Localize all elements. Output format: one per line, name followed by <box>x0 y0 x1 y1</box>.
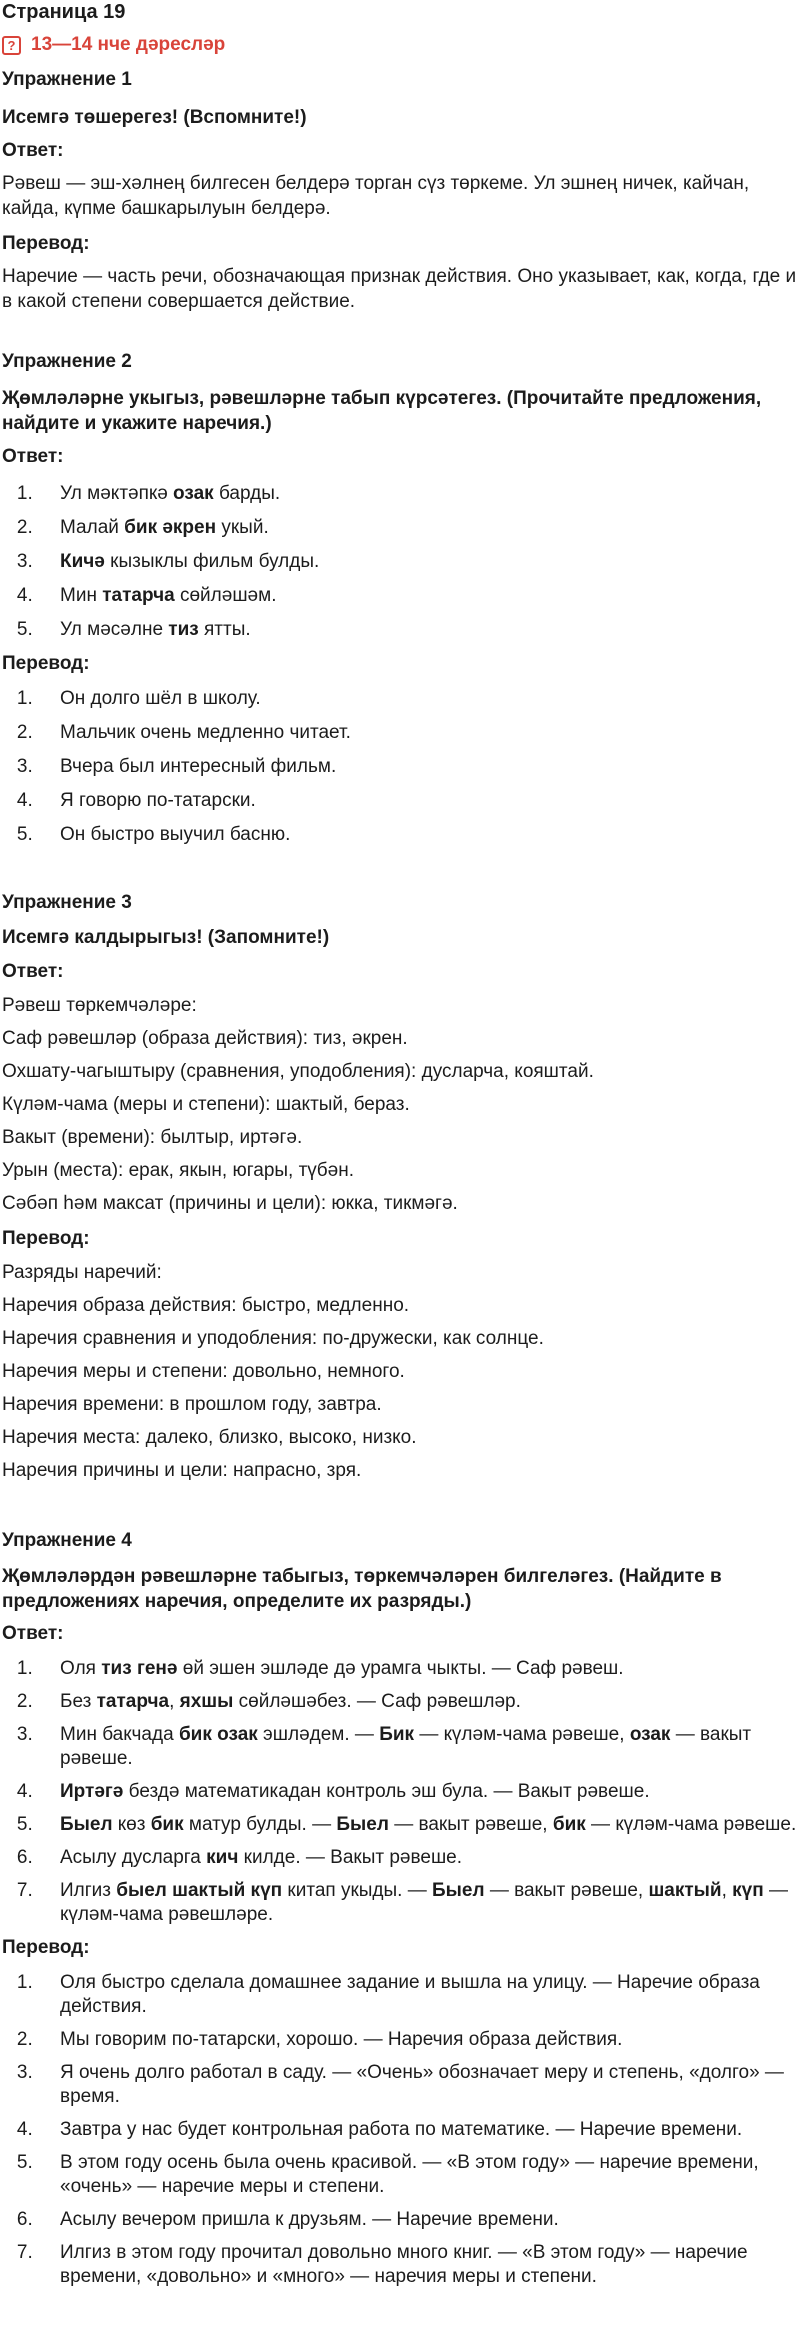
list-item <box>38 2061 800 2109</box>
list-item <box>38 1879 800 1927</box>
text-line: Наречия места: далеко, близко, высоко, низко. <box>2 1427 417 1448</box>
text-line: Разряды наречий: <box>2 1262 162 1283</box>
text-line: Наречия причины и цели: напрасно, зря. <box>2 1460 362 1481</box>
text-line: Рәвеш төркемчәләре: <box>2 995 197 1016</box>
bold-keyword: бик <box>150 1814 184 1835</box>
list-item-text: Ул мәсәлне тиз ятты. <box>60 619 251 640</box>
bold-keyword: бик әкрен <box>124 517 217 538</box>
list-item-text: Илгиз быел шактый күп китап укыды. — Быел — вакыт рәвеше, шактый, күп — күләм-чама рәвешләре. <box>60 1880 788 1925</box>
bold-keyword: озак <box>173 483 214 504</box>
list-item-text: Мин бакчада бик озак эшләдем. — Бик — күләм-чама рәвеше, озак — вакыт рәвеше. <box>60 1724 752 1769</box>
lesson-link[interactable] <box>2 30 800 60</box>
text-line: Наречия времени: в прошлом году, завтра. <box>2 1394 382 1415</box>
translation-text: Наречие — часть речи, обозначающая признак действия. Оно указывает, как, когда, где и в какой степени совершается действие. <box>2 266 797 312</box>
list-item-text: Быел көз бик матур булды. — Быел — вакыт рәвеше, бик — күләм-чама рәвеше. <box>60 1814 797 1835</box>
bold-keyword: Быел <box>60 1814 113 1835</box>
answer-label: Ответ: <box>2 961 64 982</box>
list-item <box>38 1846 800 1870</box>
exercise-task: Исемгә төшерегез! (Вспомните!) <box>2 107 307 128</box>
exercise-3 <box>2 891 800 1483</box>
list-item-text: Вчера был интересный фильм. <box>60 756 337 777</box>
list-item-text: Завтра у нас будет контрольная работа по математике. — Наречие времени. <box>60 2119 743 2140</box>
list-item <box>38 687 800 711</box>
text-line: Сәбәп һәм максат (причины и цели): юкка, тикмәгә. <box>2 1193 458 1214</box>
bold-keyword: татарча <box>96 1691 170 1712</box>
list-item <box>38 584 800 608</box>
bold-keyword: тиз <box>168 619 199 640</box>
list-item-text: Он долго шёл в школу. <box>60 688 261 709</box>
bold-keyword: озак <box>629 1724 671 1745</box>
bold-keyword: яхшы <box>179 1691 234 1712</box>
list-item-text: Мы говорим по-татарски, хорошо. — Наречия образа действия. <box>60 2029 623 2050</box>
translation-list <box>2 687 800 847</box>
translation-label: Перевод: <box>2 1937 90 1958</box>
list-item <box>38 618 800 642</box>
translation-list <box>2 1971 800 2289</box>
exercise-1 <box>2 68 800 314</box>
exercise-2 <box>2 350 800 847</box>
list-item-text: Оля тиз генә өй эшен эшләде дә урамга чыкты. — Саф рәвеш. <box>60 1658 624 1679</box>
list-item-text: Ул мәктәпкә озак барды. <box>60 483 281 504</box>
page-title: Страница 19 <box>2 1 126 23</box>
list-item <box>38 2241 800 2289</box>
list-item-text: Асылу дусларга кич килде. — Вакыт рәвеше. <box>60 1847 463 1868</box>
list-item-text: Мин татарча сөйләшәм. <box>60 585 277 606</box>
list-item-text: Кичә кызыклы фильм булды. <box>60 551 320 572</box>
exercise-heading: Упражнение 4 <box>2 1530 132 1551</box>
exercise-heading: Упражнение 2 <box>2 351 132 372</box>
text-line: Саф рәвешләр (образа действия): тиз, әкрен. <box>2 1028 408 1049</box>
list-item-text: В этом году осень была очень красивой. — «В этом году» — наречие времени, «очень» — наречие меры и степени. <box>60 2152 759 2197</box>
list-item <box>38 789 800 813</box>
list-item <box>38 2208 800 2232</box>
list-item <box>38 550 800 574</box>
exercise-task: Җөмләләрдән рәвешләрне табыгыз, төркемчәләрен билгеләгез. (Найдите в предложениях наречия, определите их разряды.) <box>2 1566 722 1612</box>
list-item <box>38 1971 800 2019</box>
translation-label: Перевод: <box>2 233 90 254</box>
bold-keyword: Иртәгә <box>60 1781 124 1802</box>
text-line: Наречия сравнения и уподобления: по-дружески, как солнце. <box>2 1328 544 1349</box>
exercise-task: Җөмләләрне укыгыз, рәвешләрне табып күрсәтегез. (Прочитайте предложения, найдите и укажите наречия.) <box>2 388 762 434</box>
answer-list <box>2 482 800 642</box>
list-item-text: Без татарча, яхшы сөйләшәбез. — Саф рәвешләр. <box>60 1691 521 1712</box>
list-item <box>38 2028 800 2052</box>
bold-keyword: Быел <box>432 1880 485 1901</box>
list-item <box>38 721 800 745</box>
answer-lines <box>2 994 800 1216</box>
list-item <box>38 1690 800 1714</box>
answer-label: Ответ: <box>2 1623 64 1644</box>
bold-keyword: кич <box>206 1847 239 1868</box>
list-item-text: Он быстро выучил басню. <box>60 824 291 845</box>
list-item <box>38 2151 800 2199</box>
bold-keyword: бик озак <box>178 1724 258 1745</box>
list-item-text: Малай бик әкрен укый. <box>60 517 269 538</box>
list-item <box>38 1813 800 1837</box>
answer-label: Ответ: <box>2 446 64 467</box>
exercise-heading: Упражнение 3 <box>2 892 132 913</box>
text-line: Наречия меры и степени: довольно, немного. <box>2 1361 405 1382</box>
text-line: Күләм-чама (меры и степени): шактый, бераз. <box>2 1094 410 1115</box>
question-icon: ? <box>2 36 21 55</box>
lesson-title: 13—14 нче дәресләр <box>31 34 226 55</box>
answer-list <box>2 1657 800 1927</box>
answer-label: Ответ: <box>2 140 64 161</box>
bold-keyword: быел шактый күп <box>116 1880 283 1901</box>
bold-keyword: Бик <box>379 1724 415 1745</box>
bold-keyword: Кичә <box>60 551 105 572</box>
text-line: Наречия образа действия: быстро, медленно. <box>2 1295 410 1316</box>
text-line: Охшату-чагыштыру (сравнения, уподобления): дусларча, кояштай. <box>2 1061 594 1082</box>
bold-keyword: бик <box>552 1814 586 1835</box>
list-item <box>38 2118 800 2142</box>
text-line: Вакыт (времени): былтыр, иртәгә. <box>2 1127 303 1148</box>
exercise-4 <box>2 1529 800 2289</box>
bold-keyword: Быел <box>336 1814 389 1835</box>
bold-keyword: татарча <box>102 585 175 606</box>
bold-keyword: күп <box>732 1880 764 1901</box>
translation-label: Перевод: <box>2 1228 90 1249</box>
list-item <box>38 482 800 506</box>
exercise-task: Исемгә калдырыгыз! (Запомните!) <box>2 927 330 948</box>
list-item <box>38 823 800 847</box>
list-item-text: Я очень долго работал в саду. — «Очень» обозначает меру и степень, «долго» — время. <box>60 2062 784 2107</box>
list-item-text: Асылу вечером пришла к друзьям. — Наречие времени. <box>60 2209 559 2230</box>
translation-lines <box>2 1261 800 1483</box>
list-item-text: Я говорю по-татарски. <box>60 790 256 811</box>
list-item <box>38 1723 800 1771</box>
list-item-text: Мальчик очень медленно читает. <box>60 722 351 743</box>
list-item <box>38 1657 800 1681</box>
list-item-text: Илгиз в этом году прочитал довольно много книг. — «В этом году» — наречие времени, «довольно» и «много» — наречия меры и степени. <box>60 2242 748 2287</box>
text-line: Урын (места): ерак, якын, югары, түбән. <box>2 1160 355 1181</box>
bold-keyword: тиз генә <box>101 1658 178 1679</box>
list-item <box>38 755 800 779</box>
bold-keyword: шактый <box>648 1880 722 1901</box>
translation-label: Перевод: <box>2 653 90 674</box>
list-item-text: Иртәгә бездә математикадан контроль эш була. — Вакыт рәвеше. <box>60 1781 650 1802</box>
exercise-heading: Упражнение 1 <box>2 69 132 90</box>
list-item <box>38 1780 800 1804</box>
list-item <box>38 516 800 540</box>
list-item-text: Оля быстро сделала домашнее задание и вышла на улицу. — Наречие образа действия. <box>60 1972 760 2017</box>
answer-text: Рәвеш — эш-хәлнең билгесен белдерә торган сүз төркеме. Ул эшнең ничек, кайчан, кайда, күпме башкарылуын белдерә. <box>2 173 750 219</box>
